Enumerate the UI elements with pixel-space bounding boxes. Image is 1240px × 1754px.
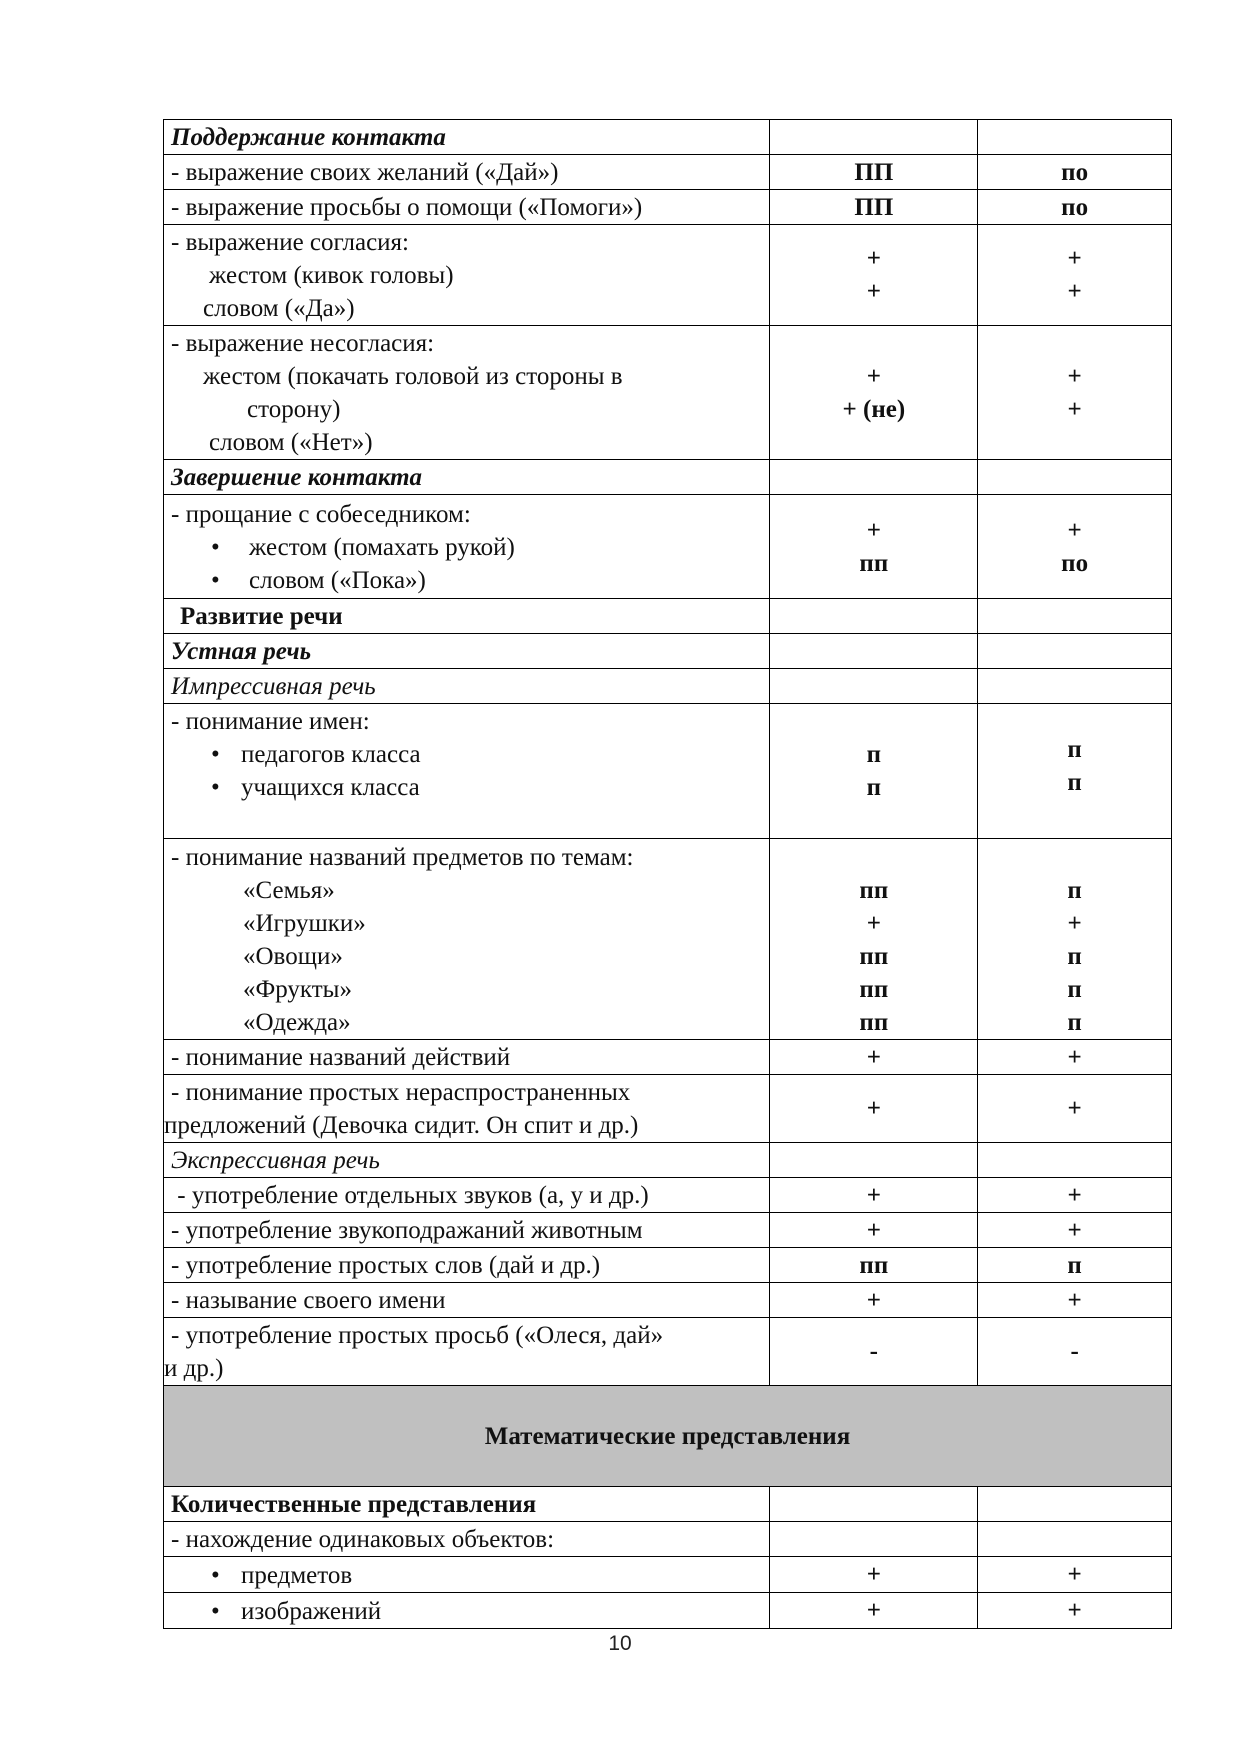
value-cell [770, 599, 978, 634]
value-cell: по [978, 190, 1172, 225]
value-cell [770, 634, 978, 669]
subsection-heading: Импрессивная речь [164, 669, 770, 704]
value-line: + [1067, 245, 1082, 272]
row-label: - выражение своих желаний («Дай») [164, 155, 770, 190]
label-line: - понимание названий предметов по темам: [171, 843, 634, 871]
label-line: - понимание имен: [171, 708, 370, 735]
row-label [164, 326, 770, 460]
value-cell: - [978, 1318, 1172, 1386]
table-row [164, 225, 1172, 326]
table-row [164, 1178, 1172, 1213]
value-cell [978, 225, 1172, 326]
value-line: + [866, 516, 881, 544]
value-cell: пп [770, 1248, 978, 1283]
value-line: п [1067, 943, 1082, 970]
section-heading: Количественные представления [164, 1487, 770, 1522]
table-row [164, 1040, 1172, 1075]
value-line: + [1067, 910, 1082, 937]
value-line: + (не) [842, 395, 906, 423]
section-heading: Развитие речи [164, 599, 770, 634]
table-row [164, 1593, 1172, 1629]
value-cell [978, 460, 1172, 495]
value-cell [978, 634, 1172, 669]
table-row [164, 1143, 1172, 1178]
value-line: по [1061, 549, 1089, 577]
row-label: - называние своего имени [164, 1283, 770, 1318]
value-cell [770, 704, 978, 839]
label-line: жестом (кивок головы) [209, 262, 454, 289]
value-line: + [866, 910, 881, 937]
label-line: - выражение несогласия: [171, 330, 435, 357]
value-cell [978, 1487, 1172, 1522]
value-cell [978, 495, 1172, 599]
value-line: п [866, 741, 882, 768]
value-cell [978, 704, 1172, 839]
table-row [164, 326, 1172, 460]
value-cell: - [770, 1318, 978, 1386]
bullet-item: • педагогов класса [171, 738, 762, 771]
table-row [164, 1386, 1172, 1487]
table-row [164, 190, 1172, 225]
value-cell: + [770, 1593, 978, 1629]
value-cell [770, 1487, 978, 1522]
value-cell [978, 839, 1172, 1040]
row-label [164, 839, 770, 1040]
value-cell: по [978, 155, 1172, 190]
value-cell [978, 120, 1172, 155]
value-cell: + [978, 1593, 1172, 1629]
label-line: «Одежда» [243, 1008, 351, 1036]
value-cell: + [978, 1178, 1172, 1213]
value-cell: + [770, 1040, 978, 1075]
table-row [164, 599, 1172, 634]
label-line: словом («Да») [203, 295, 355, 322]
table-row [164, 495, 1172, 599]
value-line: пп [859, 976, 889, 1003]
row-label [164, 704, 770, 839]
label-line: и др.) [164, 1355, 224, 1382]
value-cell [978, 1522, 1172, 1557]
value-cell [770, 460, 978, 495]
value-cell: + [978, 1557, 1172, 1593]
value-cell [978, 326, 1172, 460]
table-row [164, 1248, 1172, 1283]
label-line: жестом (покачать головой из стороны в [203, 363, 623, 390]
value-line: п [1067, 769, 1082, 796]
value-line: + [866, 278, 881, 305]
assessment-table [163, 119, 1172, 1629]
label-line: сторону) [247, 396, 341, 423]
value-cell: + [770, 1178, 978, 1213]
value-cell: + [978, 1040, 1172, 1075]
label-line: - употребление простых просьб («Олеся, дай» [171, 1322, 664, 1349]
bullet-item: • жестом (помахать рукой) [171, 531, 762, 564]
value-cell [770, 839, 978, 1040]
value-line: + [866, 245, 881, 272]
table-row [164, 634, 1172, 669]
table-row [164, 1318, 1172, 1386]
value-line: п [1067, 736, 1082, 763]
value-line: п [1067, 877, 1082, 904]
row-label: - выражение просьбы о помощи («Помоги») [164, 190, 770, 225]
value-line: пп [859, 1009, 889, 1036]
row-label: - употребление отдельных звуков (а, у и др.) [164, 1178, 770, 1213]
value-line: + [1067, 278, 1082, 305]
table-row [164, 120, 1172, 155]
page-number: 10 [608, 1632, 632, 1655]
value-cell [978, 599, 1172, 634]
label-line: - прощание с собеседником: [171, 500, 471, 528]
row-label: - употребление звукоподражаний животным [164, 1213, 770, 1248]
table-row [164, 704, 1172, 839]
value-line: п [1067, 1009, 1082, 1036]
value-line: пп [859, 549, 889, 577]
label-line: «Игрушки» [243, 909, 366, 937]
row-label [164, 495, 770, 599]
row-label [164, 1075, 770, 1143]
row-label [164, 1557, 770, 1593]
value-line: + [1067, 362, 1082, 390]
bullet-item: • предметов [171, 1559, 762, 1592]
subsection-heading: Экспрессивная речь [164, 1143, 770, 1178]
label-line: «Фрукты» [243, 975, 352, 1003]
value-line: + [866, 362, 881, 390]
label-line: «Овощи» [243, 942, 343, 970]
row-label [164, 1318, 770, 1386]
value-cell [978, 669, 1172, 704]
value-line: пп [859, 943, 889, 970]
table-row [164, 1283, 1172, 1318]
subsection-heading: Завершение контакта [164, 460, 770, 495]
value-line: п [866, 774, 882, 801]
value-cell [770, 1143, 978, 1178]
value-cell [770, 120, 978, 155]
bullet-item: • изображений [171, 1595, 762, 1628]
bullet-item: • учащихся класса [171, 771, 762, 804]
value-cell: + [978, 1075, 1172, 1143]
table-row [164, 669, 1172, 704]
value-cell: п [978, 1248, 1172, 1283]
value-line: + [1067, 395, 1082, 423]
value-cell [770, 326, 978, 460]
value-cell: + [770, 1213, 978, 1248]
table-row [164, 1213, 1172, 1248]
label-line: предложений (Девочка сидит. Он спит и др.) [164, 1112, 639, 1139]
row-label [164, 1593, 770, 1629]
value-cell [770, 1522, 978, 1557]
label-line: «Семья» [243, 876, 335, 904]
row-label: - понимание названий действий [164, 1040, 770, 1075]
subsection-heading: Устная речь [164, 634, 770, 669]
bullet-item: • словом («Пока») [171, 564, 762, 597]
value-line: пп [859, 877, 889, 904]
value-cell [978, 1143, 1172, 1178]
value-line: + [1067, 516, 1082, 544]
value-line: п [1067, 976, 1082, 1003]
table-row [164, 839, 1172, 1040]
value-cell [770, 495, 978, 599]
value-cell: ПП [770, 155, 978, 190]
value-cell: + [770, 1283, 978, 1318]
value-cell [770, 669, 978, 704]
row-label: - употребление простых слов (дай и др.) [164, 1248, 770, 1283]
table-row [164, 1557, 1172, 1593]
label-line: словом («Нет») [209, 429, 373, 456]
row-label: - нахождение одинаковых объектов: [164, 1522, 770, 1557]
value-cell: ПП [770, 190, 978, 225]
table-row [164, 1075, 1172, 1143]
table-row [164, 1487, 1172, 1522]
value-cell: + [978, 1213, 1172, 1248]
table-row [164, 460, 1172, 495]
value-cell: + [770, 1075, 978, 1143]
label-line: - понимание простых нераспространенных [171, 1079, 631, 1106]
label-line: - выражение согласия: [171, 229, 409, 256]
subsection-heading: Поддержание контакта [164, 120, 770, 155]
value-cell [770, 225, 978, 326]
row-label [164, 225, 770, 326]
value-cell: + [978, 1283, 1172, 1318]
table-row [164, 1522, 1172, 1557]
section-banner: Математические представления [164, 1386, 1172, 1487]
table-row [164, 155, 1172, 190]
value-cell: + [770, 1557, 978, 1593]
